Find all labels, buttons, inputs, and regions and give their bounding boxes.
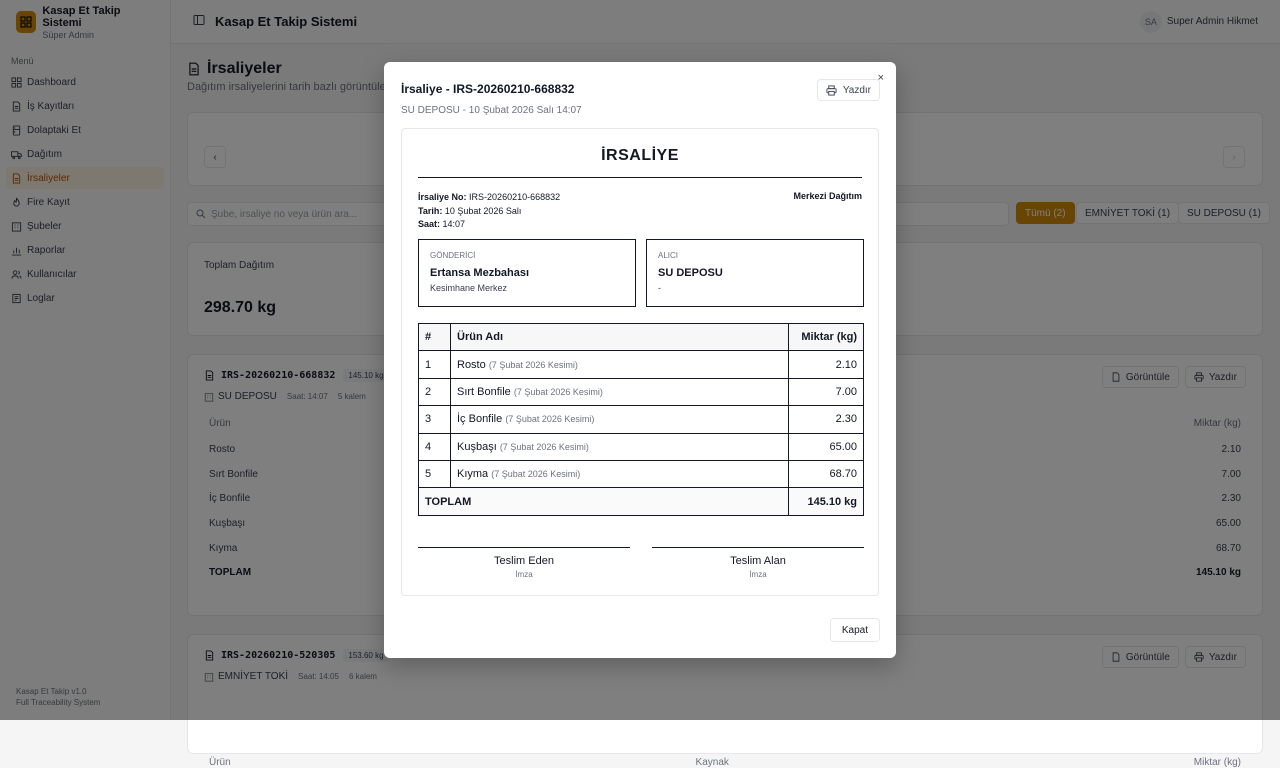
doc-heading: İRSALİYE [601,147,679,164]
dialog-print-label: Yazdır [842,84,871,96]
row-name-cell [451,460,789,487]
row-name: Sırt Bonfile [457,385,511,398]
sender-box [418,239,636,307]
dialog-print-button[interactable] [817,79,880,101]
waybill-document [401,128,879,596]
row-qty: 7.00 [789,378,864,405]
signature-role: Teslim Eden [494,555,554,567]
doc-type: Merkezi Dağıtım [793,191,862,201]
close-button[interactable]: Kapat [830,618,880,642]
row-name-cell [451,406,789,433]
row-name: Kuşbaşı [457,440,497,453]
doc-time-label: Saat: [418,219,441,229]
row-name-cell [451,433,789,460]
receiver-name: SU DEPOSU [658,267,723,279]
signature-receiver [652,547,864,579]
table-header [419,324,864,351]
signature-sender [418,547,630,579]
row-batch: (7 Şubat 2026 Kesimi) [491,469,581,480]
items-table [418,323,864,516]
row-qty: 68.70 [789,460,864,487]
row-name-cell [451,351,789,378]
doc-date-value: 10 Şubat 2026 Salı [444,205,522,216]
sender-name: Ertansa Mezbahası [430,267,530,279]
table-total-row [419,488,864,515]
doc-divider [418,177,862,178]
row-qty: 2.30 [789,406,864,433]
row-index: 3 [419,406,451,433]
row-name: Rosto [457,358,486,371]
waybill-dialog [384,62,896,658]
signature-role: Teslim Alan [730,555,786,567]
row-batch: (7 Şubat 2026 Kesimi) [488,359,578,370]
doc-no-label: İrsaliye No: [418,192,467,202]
signature-note: İmza [515,570,533,579]
sender-label: GÖNDERİCİ [430,251,476,260]
printer-icon [826,85,837,96]
col-source: Kaynak [695,757,729,768]
col-qty: Miktar (kg) [789,324,864,351]
col-qty: Miktar (kg) [1193,757,1241,768]
receiver-detail: - [658,283,661,293]
row-index: 4 [419,433,451,460]
row-batch: (7 Şubat 2026 Kesimi) [505,414,595,425]
table-row [419,406,864,433]
doc-info [418,191,560,232]
col-name: Ürün Adı [451,324,789,351]
row-index: 5 [419,460,451,487]
row-qty: 2.10 [789,351,864,378]
total-value: 145.10 kg [789,488,864,515]
doc-date-label: Tarih: [418,205,443,216]
doc-no-value: IRS-20260210-668832 [469,192,561,202]
receiver-box [646,239,864,307]
col-product: Ürün [209,757,231,768]
receiver-label: ALICI [658,251,679,260]
close-icon[interactable]: × [877,72,884,84]
table-row [419,433,864,460]
dialog-title: İrsaliye - IRS-20260210-668832 [401,82,575,96]
doc-time-value: 14:07 [442,219,466,229]
row-batch: (7 Şubat 2026 Kesimi) [499,441,589,452]
row-batch: (7 Şubat 2026 Kesimi) [513,386,603,397]
dialog-subtitle: SU DEPOSU - 10 Şubat 2026 Salı 14:07 [401,105,582,116]
table-header [209,757,1241,768]
row-index: 2 [419,378,451,405]
col-index: # [419,324,451,351]
table-row [419,378,864,405]
signature-note: İmza [749,570,767,579]
row-index: 1 [419,351,451,378]
table-row [419,460,864,487]
row-name: İç Bonfile [457,413,503,426]
row-name: Kıyma [457,468,489,481]
row-qty: 65.00 [789,433,864,460]
total-label: TOPLAM [419,488,789,515]
row-name-cell [451,378,789,405]
sender-detail: Kesimhane Merkez [430,283,508,293]
table-row [419,351,864,378]
